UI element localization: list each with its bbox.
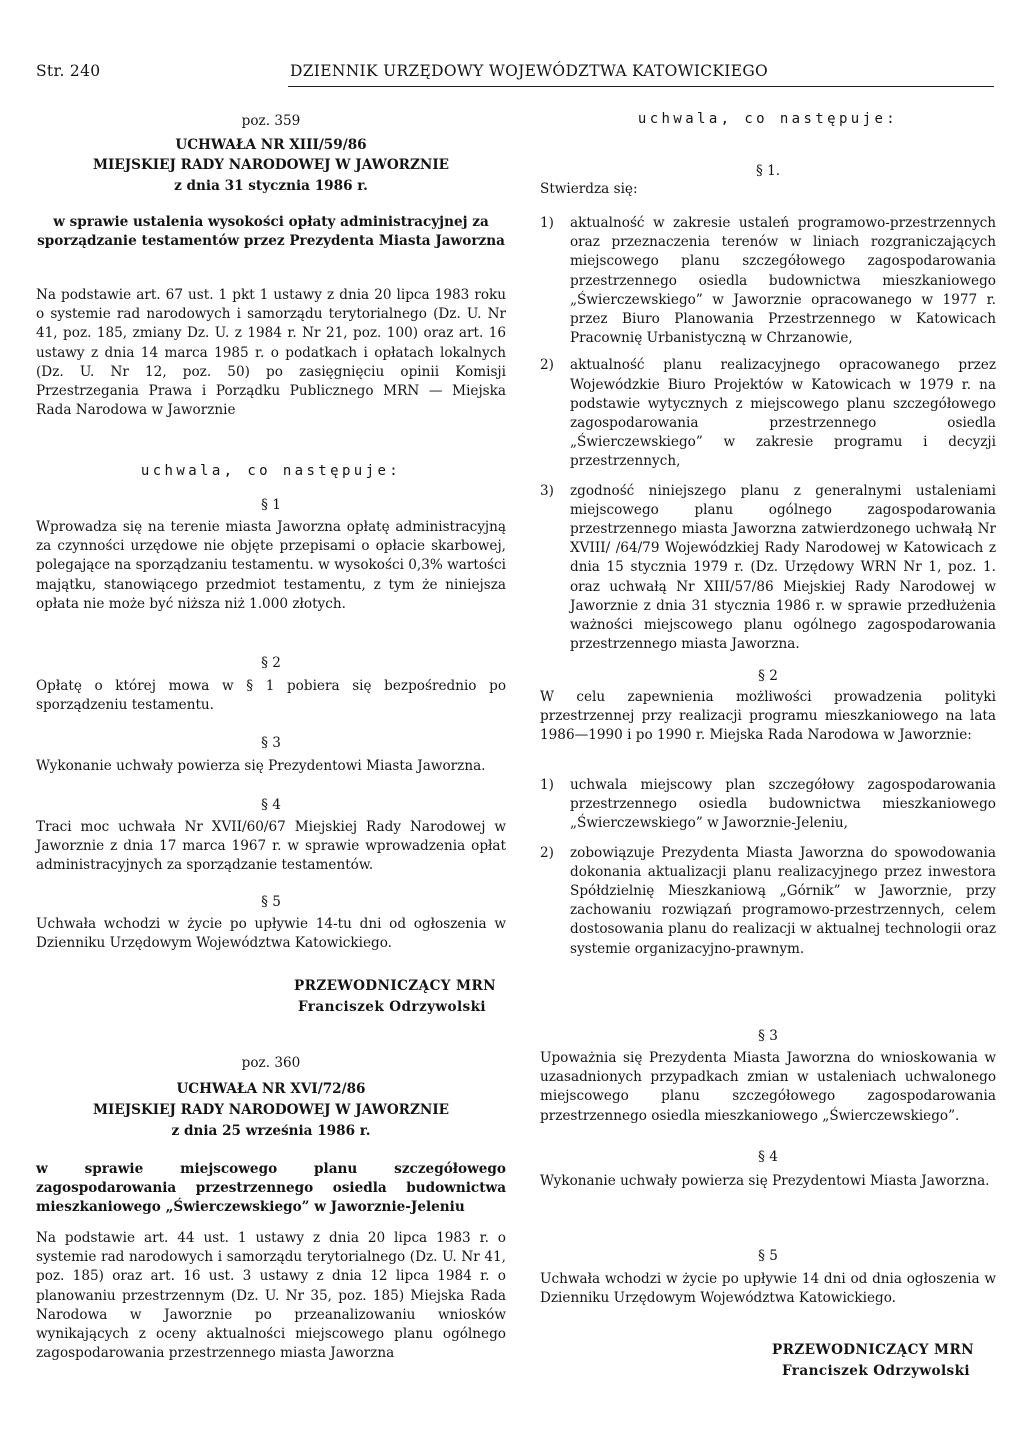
list-item	[540, 214, 996, 348]
act1-s3-label: § 3	[261, 735, 281, 751]
act1-resolves: uchwala, co następuje:	[140, 463, 402, 479]
act1-position: poz. 359	[241, 113, 301, 129]
act2-title: UCHWAŁA NR XVI/72/86	[176, 1081, 366, 1097]
act2-s4-text: Wykonanie uchwały powierza się Prezydentowi Miasta Jaworzna.	[540, 1173, 990, 1189]
journal-title: DZIENNIK URZĘDOWY WOJEWÓDZTWA KATOWICKIEGO	[290, 62, 769, 80]
list-item	[540, 844, 996, 959]
list-item-text: aktualność w zakresie ustaleń programowo-przestrzennych oraz przeznaczenia terenów w liniach rozgraniczających miejscowego planu szczegółowego zagospodarowania przestrzennego osiedla budownictwa mieszkaniowego „Świerczewskiego” w Jaworznie opracowanego w 1977 r. przez Biuro Planowania Przestrzennego w Katowicach Pracownię Urbanistyczną w Chrzanowie,	[570, 215, 996, 347]
list-item-number: 1)	[540, 215, 554, 231]
act1-signature-title: PRZEWODNICZĄCY MRN	[294, 978, 496, 994]
act1-s5-text: Uchwała wchodzi w życie po upływie 14-tu dni od ogłoszenia w Dzienniku Urzędowym Województwa Katowickiego.	[36, 916, 506, 952]
act1-s1-label: § 1	[261, 497, 281, 513]
act1-date: z dnia 31 stycznia 1986 r.	[174, 178, 368, 194]
act2-s3-label: § 3	[758, 1028, 778, 1044]
act2-s5-label: § 5	[758, 1248, 778, 1264]
list-item-number: 2)	[540, 357, 554, 374]
act2-signature-name: Franciszek Odrzywolski	[782, 1363, 970, 1379]
list-item-number: 3)	[540, 482, 554, 499]
act2-preamble: Na podstawie art. 44 ust. 1 ustawy z dnia 20 lipca 1983 r. o systemie rad narodowych i samorządu terytorialnego (Dz. U. Nr 41, poz. 185) oraz art. 16 ust. 3 ustawy z dnia 12 lipca 1984 r. o planowaniu przestrzennym (Dz. U. Nr 35, poz. 185) Miejska Rada Narodowa w Jaworznie po przeanalizowaniu wniosków wynikających z oceny aktualności miejscowego planu ogólnego zagospodarowania przestrzennego miasta Jaworzna	[36, 1230, 506, 1362]
act2-s1-list	[540, 214, 996, 654]
act2-s2-list	[540, 776, 996, 959]
list-item	[540, 482, 996, 655]
list-item-text: zobowiązuje Prezydenta Miasta Jaworzna do spowodowania dokonania aktualizacji planu realizacyjnego przez inwestora Spółdzielnię Mieszkaniową „Górnik” w Jaworznie, przy zachowaniu rozwiązań programowo-przestrzennych, celem dostosowania planu do realizacji w aktualnej technologii oraz systemie organizacyjno-prawnym.	[570, 844, 996, 957]
act1-preamble: Na podstawie art. 67 ust. 1 pkt 1 ustawy z dnia 20 lipca 1983 roku o systemie rad narodowych i samorządu terytorialnego (Dz. U. Nr 41, poz. 185, zmiany Dz. U. z 1984 r. Nr 21, poz. 100) oraz art. 16 ustawy z dnia 14 marca 1985 r. o podatkach i opłatach lokalnych (Dz. U. Nr 12, poz. 50) po zasięgnięciu opinii Komisji Przestrzegania Prawa i Porządku Publicznego MRN — Miejska Rada Narodowa w Jaworznie	[36, 287, 506, 419]
act1-subject: w sprawie ustalenia wysokości opłaty administracyjnej za sporządzanie testamentów przez Prezydenta Miasta Jaworzna	[37, 214, 505, 250]
list-item-number: 2)	[540, 844, 554, 861]
act1-s5-label: § 5	[261, 894, 281, 910]
right-column	[540, 0, 996, 1450]
act2-s3-text: Upoważnia się Prezydenta Miasta Jaworzna do wnioskowania w uzasadnionych przypadkach zmian w ustaleniach uchwalonego miejscowego planu szczegółowego zagospodarowania przestrzennego osiedla mieszkaniowego „Świerczewskiego”.	[540, 1050, 996, 1124]
act2-signature-title: PRZEWODNICZĄCY MRN	[772, 1342, 974, 1358]
list-item	[540, 776, 996, 834]
act2-resolves: uchwala, co następuje:	[637, 111, 899, 127]
list-item-text: aktualność planu realizacyjnego opracowanego przez Wojewódzkie Biuro Projektów w Katowicach w 1979 r. na podstawie wytycznych z miejscowego planu szczegółowego zagospodarowania przestrzennego osiedla „Świerczewskiego” w zakresie programu i decyzji przestrzennych,	[570, 357, 996, 470]
page-number: Str. 240	[36, 62, 101, 80]
act1-s2-text: Opłatę o której mowa w § 1 pobiera się bezpośrednio po sporządzeniu testamentu.	[36, 678, 506, 714]
act2-s2-label: § 2	[758, 668, 778, 684]
act2-s2-intro: W celu zapewnienia możliwości prowadzenia polityki przestrzennej przy realizacji programu mieszkaniowego na lata 1986—1990 i po 1990 r. Miejska Rada Narodowa w Jaworznie:	[540, 689, 996, 744]
list-item-text: zgodność niniejszego planu z generalnymi ustaleniami miejscowego planu ogólnego zagospodarowania przestrzennego miasta Jaworzna zatwierdzonego uchwałą Nr XVIII/ /64/79 Wojewódzkiej Rady Narodowej w Katowicach z dnia 15 stycznia 1979 r. (Dz. Urzędowy WRN Nr 1, poz. 1. oraz uchwałą Nr XIII/57/86 Miejskiej Rady Narodowej w Jaworznie z dnia 31 stycznia 1986 r. w sprawie przedłużenia ważności miejscowego planu ogólnego zagospodarowania przestrzennego miasta Jaworzna.	[570, 482, 996, 653]
act2-s1-label: § 1.	[755, 163, 781, 179]
act2-council: MIEJSKIEJ RADY NARODOWEJ W JAWORZNIE	[92, 1102, 450, 1118]
act2-date: z dnia 25 września 1986 r.	[171, 1123, 371, 1139]
act1-signature-name: Franciszek Odrzywolski	[298, 999, 486, 1015]
act2-position: poz. 360	[241, 1055, 301, 1071]
act1-s4-text: Traci moc uchwała Nr XVII/60/67 Miejskiej Rady Narodowej w Jaworznie z dnia 17 marca 1967 r. w sprawie wprowadzenia opłat administracyjnych za sporządzanie testamentów.	[36, 819, 506, 874]
list-item-text: uchwala miejscowy plan szczegółowy zagospodarowania przestrzennego osiedla budownictwa mieszkaniowego „Świerczewskiego” w Jaworznie-Jeleniu,	[570, 777, 996, 832]
act2-subject: w sprawie miejscowego planu szczegółowego zagospodarowania przestrzennego osiedla budownictwa mieszkaniowego „Świerczewskiego” w Jaworznie-Jeleniu	[36, 1161, 506, 1216]
left-column	[36, 0, 506, 1450]
act1-s4-label: § 4	[261, 797, 281, 813]
act2-s4-label: § 4	[758, 1149, 778, 1165]
act2-s1-intro: Stwierdza się:	[540, 181, 638, 197]
act1-s1-text: Wprowadza się na terenie miasta Jaworzna opłatę administracyjną za czynności urzędowe nie objęte przepisami o opłacie skarbowej, polegające na sporządzaniu testamentu. w wysokości 0,3% wartości majątku, stanowiącego przedmiot testamentu, z tym że niniejsza opłata nie może być niższa niż 1.000 złotych.	[36, 519, 506, 612]
list-item	[540, 356, 996, 471]
act1-s2-label: § 2	[261, 655, 281, 671]
act1-s3-text: Wykonanie uchwały powierza się Prezydentowi Miasta Jaworzna.	[36, 758, 486, 774]
act1-title: UCHWAŁA NR XIII/59/86	[175, 137, 367, 153]
act1-council: MIEJSKIEJ RADY NARODOWEJ W JAWORZNIE	[92, 157, 450, 173]
list-item-number: 1)	[540, 777, 554, 793]
act2-s5-text: Uchwała wchodzi w życie po upływie 14 dni od dnia ogłoszenia w Dzienniku Urzędowym Województwa Katowickiego.	[540, 1271, 996, 1307]
